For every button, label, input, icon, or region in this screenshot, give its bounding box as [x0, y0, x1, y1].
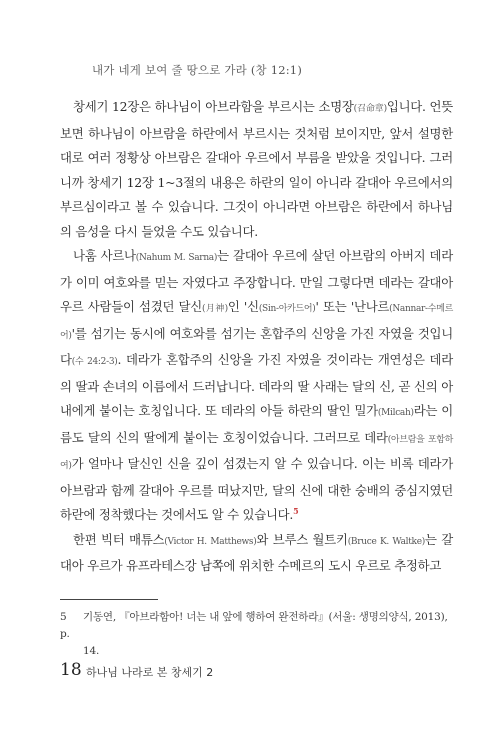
paragraph-text: 라는 이름도 달의 신의 딸에게 붙이는 호칭이었습니다. 그러므로 데라: [60, 403, 453, 445]
running-title: 하나님 나라로 본 창세기 2: [86, 666, 214, 679]
paragraph-text: 는 갈대아 우르가 유프라테스강 남쪽에 위치한 수메르의 도시 우르로 추정하고: [60, 531, 454, 573]
paragraph-text: 인 '신: [227, 299, 259, 314]
footnote-divider: [60, 599, 158, 600]
paragraph-text: ' 또는 '난나르: [315, 299, 390, 314]
footnote-text: 기동연, 『아브라함아! 너는 내 앞에 행하여 완전하라』(서울: 생명의양식, 2013), p.: [60, 611, 448, 640]
paragraph-1: [60, 95, 453, 244]
page-number: 18: [60, 660, 82, 680]
paragraph-2: [60, 244, 453, 528]
name-annotation: (Bruce K. Waltke): [347, 536, 425, 547]
parenthetical-note: (아브람을 포함하여): [60, 434, 453, 471]
paragraph-text: . 데라가 혼합주의 신앙을 가진 자였을 것이라는 개연성은 데라의 딸과 손녀의 이름에서 드러납니다. 데라의 딸 사래는 달의 신, 곧 신의 아내에게 붙이는 호칭입니다. 또 데라의 아들 하란의 딸인 밀가: [60, 352, 453, 418]
name-annotation: (Victor H. Matthews): [164, 536, 257, 547]
paragraph-text: 와 브루스 월트키: [256, 531, 348, 547]
term-annotation: (Nannar-수메르어): [60, 304, 453, 341]
paragraph-text: '를 섬기는 동시에 여호와를 섬기는 혼합주의 신앙을 가진 자였을 것입니다: [60, 325, 453, 367]
term-annotation: (Sin-아카드어): [258, 304, 316, 314]
hanja-annotation: (召命章): [353, 104, 387, 114]
footnote: [60, 609, 453, 660]
footnote-marker[interactable]: 5: [293, 505, 299, 516]
footnote-number: 5: [60, 611, 67, 623]
paragraph-text: 는 갈대아 우르에 살던 아브람의 아버지 데라가 이미 여호와를 믿는 자였다고 주장합니다. 만일 그렇다면 데라는 갈대아 우르 사람들이 섬겼던 달신: [60, 248, 453, 314]
paragraph-text: 가 얼마나 달신인 신을 깊이 섬겼는지 알 수 있습니다. 이는 비록 데라가 아브람과 함께 갈대아 우르를 떠났지만, 달의 신에 대한 숭배의 중심지였던 하란에 정착했다는 것에서도 알 수 있습니다.: [60, 456, 453, 522]
paragraph-3: [60, 528, 453, 579]
body-text: [60, 95, 453, 579]
hanja-annotation: (月神): [202, 304, 228, 314]
paragraph-text: 입니다. 언뜻 보면 하나님이 아브람을 하란에서 부르시는 것처럼 보이지만, 앞서 설명한 대로 여러 정황상 아브람은 갈대아 우르에서 부름을 받았을 것입니다. 그러니까 창세기 12장 1~3절의 내용은 하란의 일이 아니라 갈대아 우르에서의 부르심이라고 볼 수 있습니다. 그것이 아니라면 아브람은 하란에서 하나님의 음성을 다시 들었을 수도 있습니다.: [60, 99, 453, 239]
running-header: 내가 네게 보여 줄 땅으로 가라 (창 12:1): [92, 63, 303, 77]
scripture-reference: (수 24:2-3): [71, 357, 118, 367]
footnote-text-continued: 14.: [83, 645, 100, 657]
paragraph-text: 한편 빅터 매튜스: [73, 531, 165, 547]
name-annotation: (Nahum M. Sarna): [135, 253, 218, 263]
paragraph-text: 창세기 12장은 하나님이 아브라함을 부르시는 소명장: [73, 99, 354, 114]
paragraph-text: 나훔 사르나: [73, 248, 136, 263]
name-annotation: (Milcah): [377, 408, 414, 418]
